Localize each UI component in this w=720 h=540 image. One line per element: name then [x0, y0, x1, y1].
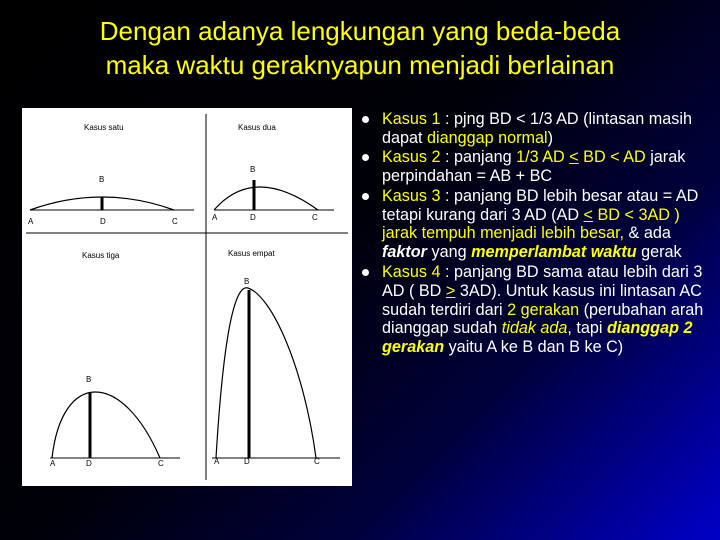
case-3-point-c: C	[158, 459, 164, 468]
bullet-case-3: Kasus 3 : panjang BD lebih besar atau = AD tetapi kurang dari 3 AD (AD < BD < 3AD ) jarak tempuh menjadi lebih besar, & ada faktor yang memperlambat waktu gerak	[356, 187, 718, 263]
bullet-case-4: Kasus 4 : panjang BD sama atau lebih dari 3 AD ( BD > 3AD). Untuk kasus ini lintasan AC sudah terdiri dari 2 gerakan (perubahan arah dianggap sudah tidak ada, tapi dianggap 2 gerakan yaitu A ke B dan B ke C)	[356, 263, 718, 358]
bullet-dot-icon	[362, 154, 369, 161]
trajectory-diagram	[22, 108, 352, 486]
case-4-curve	[216, 288, 316, 458]
slide-title	[10, 14, 710, 82]
case-4-point-b: B	[244, 277, 250, 286]
case-bullet-list	[356, 110, 718, 358]
case-3-point-d: D	[86, 459, 92, 468]
case-1-point-a: A	[28, 217, 34, 226]
case-4-label: Kasus empat	[228, 249, 275, 258]
case-2-point-b: B	[250, 165, 256, 174]
bullet-dot-icon	[362, 193, 369, 200]
bullet-case-1: Kasus 1 : pjng BD < 1/3 AD (lintasan masih dapat dianggap normal)	[356, 110, 718, 148]
case-2-label: Kasus dua	[238, 123, 276, 132]
title-line-2: maka waktu geraknyapun menjadi berlainan	[105, 50, 615, 80]
case-2-point-d: D	[250, 213, 256, 222]
case-4-point-a: A	[214, 457, 220, 466]
case-1-point-c: C	[172, 217, 178, 226]
case-3-point-a: A	[50, 459, 56, 468]
case-4-panel	[212, 249, 340, 466]
case-2-point-c: C	[312, 213, 318, 222]
case-1-point-b: B	[99, 175, 105, 184]
bullet-dot-icon	[362, 116, 369, 123]
bullet-dot-icon	[362, 269, 369, 276]
bullet-case-2: Kasus 2 : panjang 1/3 AD < BD < AD jarak perpindahan = AB + BC	[356, 148, 718, 186]
case-1-point-d: D	[100, 217, 106, 226]
title-line-1: Dengan adanya lengkungan yang beda-beda	[99, 16, 621, 46]
case-3-label: Kasus tiga	[82, 251, 120, 260]
case-3-panel	[50, 251, 180, 468]
case-3-point-b: B	[86, 375, 92, 384]
case-2-point-a: A	[212, 213, 218, 222]
case-3-curve	[52, 392, 160, 458]
case-2-curve	[214, 187, 318, 210]
case-4-point-d: D	[244, 457, 250, 466]
case-4-point-c: C	[314, 457, 320, 466]
case-1-panel	[28, 123, 194, 226]
case-1-label: Kasus satu	[84, 123, 124, 132]
case-2-panel	[212, 123, 334, 222]
trajectory-figure	[22, 108, 352, 486]
